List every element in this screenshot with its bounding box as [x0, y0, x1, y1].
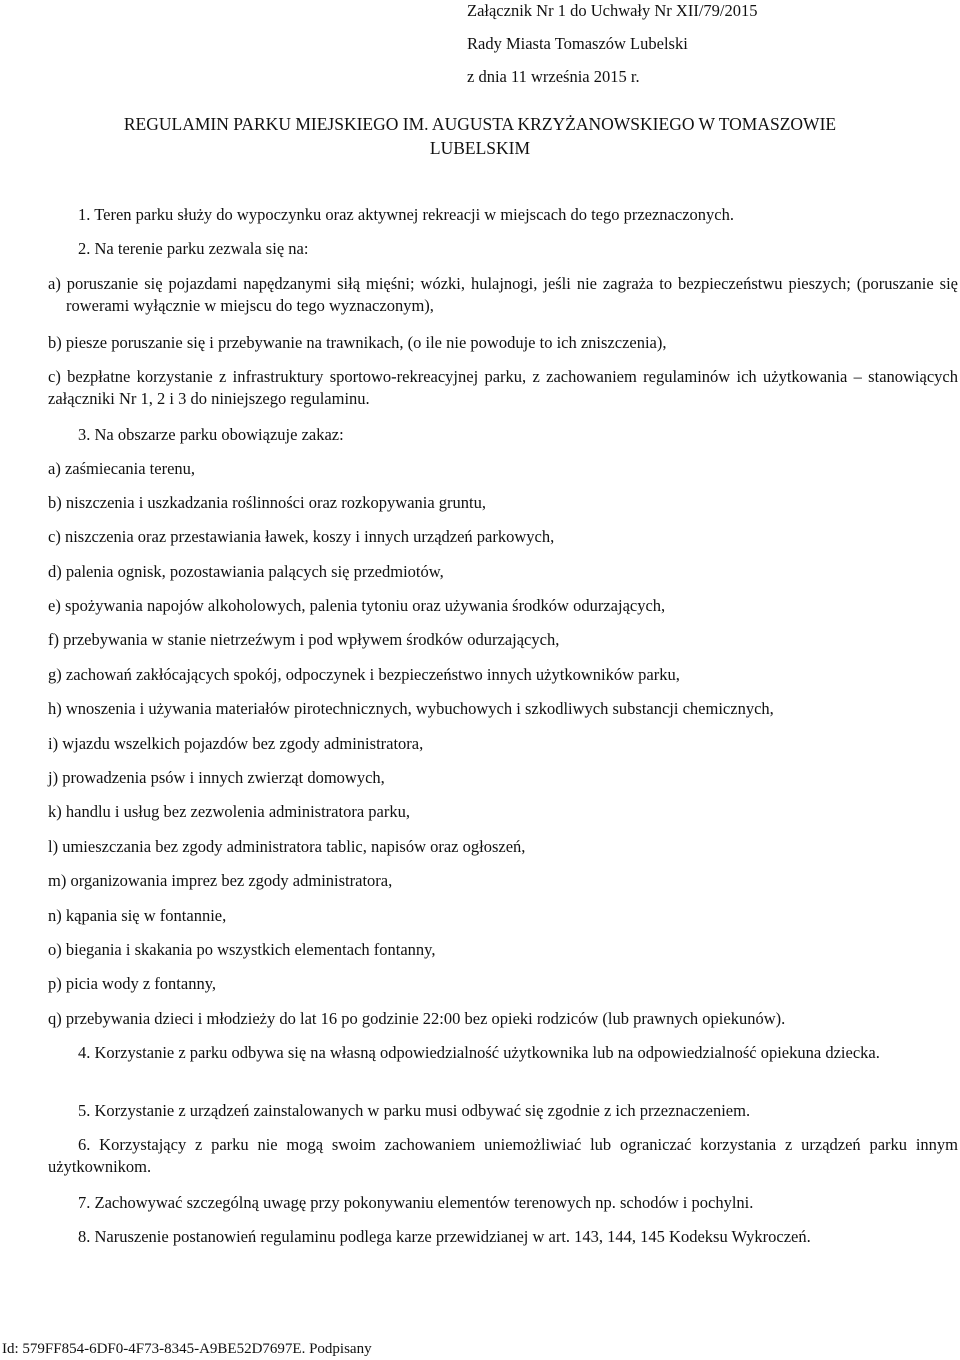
- header-line-2: Rady Miasta Tomaszów Lubelski: [467, 34, 688, 53]
- section-3-item-b: b) niszczenia i uszkadzania roślinności oraz rozkopywania gruntu,: [48, 493, 487, 512]
- section-5: 5. Korzystanie z urządzeń zainstalowanych w parku musi odbywać się zgodnie z ich przeznaczeniem.: [78, 1101, 751, 1120]
- section-3-item-i: i) wjazdu wszelkich pojazdów bez zgody administratora,: [48, 734, 424, 753]
- section-8: 8. Naruszenie postanowień regulaminu podlega karze przewidzianej w art. 143, 144, 145 Kodeksu Wykroczeń.: [78, 1227, 811, 1246]
- section-4: 4. Korzystanie z parku odbywa się na własną odpowiedzialność użytkownika lub na odpowiedzialność opiekuna dziecka.: [78, 1043, 880, 1062]
- document-title-line-2: LUBELSKIM: [429, 138, 531, 158]
- header-line-1: Załącznik Nr 1 do Uchwały Nr XII/79/2015: [467, 1, 758, 20]
- section-2-item-b: b) piesze poruszanie się i przebywanie na trawnikach, (o ile nie powoduje to ich zniszczenia),: [48, 333, 667, 352]
- section-3-item-j: j) prowadzenia psów i innych zwierząt domowych,: [48, 768, 385, 787]
- section-2-intro: 2. Na terenie parku zezwala się na:: [78, 239, 309, 258]
- document-title-line-1: REGULAMIN PARKU MIEJSKIEGO IM. AUGUSTA KRZYŻANOWSKIEGO W TOMASZOWIE: [123, 114, 837, 134]
- section-1: 1. Teren parku służy do wypoczynku oraz aktywnej rekreacji w miejscach do tego przeznaczonych.: [78, 205, 734, 224]
- section-6: 6. Korzystający z parku nie mogą swoim zachowaniem uniemożliwiać lub ograniczać korzystania z urządzeń parku innym użytkownikom.: [48, 1135, 958, 1176]
- header-line-3: z dnia 11 września 2015 r.: [467, 67, 640, 86]
- section-3-item-q: q) przebywania dzieci i młodzieży do lat 16 po godzinie 22:00 bez opieki rodziców (lub prawnych opiekunów).: [48, 1009, 786, 1028]
- section-3-item-n: n) kąpania się w fontannie,: [48, 906, 227, 925]
- section-3-item-h: h) wnoszenia i używania materiałów pirotechnicznych, wybuchowych i szkodliwych substancji chemicznych,: [48, 699, 774, 718]
- section-3-item-f: f) przebywania w stanie nietrzeźwym i pod wpływem środków odurzających,: [48, 630, 560, 649]
- section-3-item-c: c) niszczenia oraz przestawiania ławek, koszy i innych urządzeń parkowych,: [48, 527, 555, 546]
- section-3-item-d: d) palenia ognisk, pozostawiania palących się przedmiotów,: [48, 562, 444, 581]
- section-7: 7. Zachowywać szczególną uwagę przy pokonywaniu elementów terenowych np. schodów i pochylni.: [78, 1193, 754, 1212]
- section-2-item-a: a) poruszanie się pojazdami napędzanymi siłą mięśni; wózki, hulajnogi, jeśli nie zagraża to bezpieczeństwu pieszych; (poruszanie się rowerami wyłącznie w miejscu do tego wyznaczonym),: [48, 274, 958, 315]
- section-3-item-e: e) spożywania napojów alkoholowych, palenia tytoniu oraz używania środków odurzających,: [48, 596, 666, 615]
- document-id-footer: Id: 579FF854-6DF0-4F73-8345-A9BE52D7697E. Podpisany: [2, 1341, 372, 1357]
- section-3-item-a: a) zaśmiecania terenu,: [48, 459, 196, 478]
- section-3-item-m: m) organizowania imprez bez zgody administratora,: [48, 871, 393, 890]
- section-3-intro: 3. Na obszarze parku obowiązuje zakaz:: [78, 425, 344, 444]
- section-3-item-p: p) picia wody z fontanny,: [48, 974, 217, 993]
- section-3-item-k: k) handlu i usług bez zezwolenia administratora parku,: [48, 802, 410, 821]
- section-2-item-c: c) bezpłatne korzystanie z infrastruktury sportowo-rekreacyjnej parku, z zachowaniem regulaminów ich użytkowania – stanowiących załączniki Nr 1, 2 i 3 do niniejszego regulaminu.: [48, 367, 958, 408]
- section-3-item-o: o) biegania i skakania po wszystkich elementach fontanny,: [48, 940, 436, 959]
- section-3-item-l: l) umieszczania bez zgody administratora tablic, napisów oraz ogłoszeń,: [48, 837, 526, 856]
- section-3-item-g: g) zachowań zakłócających spokój, odpoczynek i bezpieczeństwo innych użytkowników parku,: [48, 665, 680, 684]
